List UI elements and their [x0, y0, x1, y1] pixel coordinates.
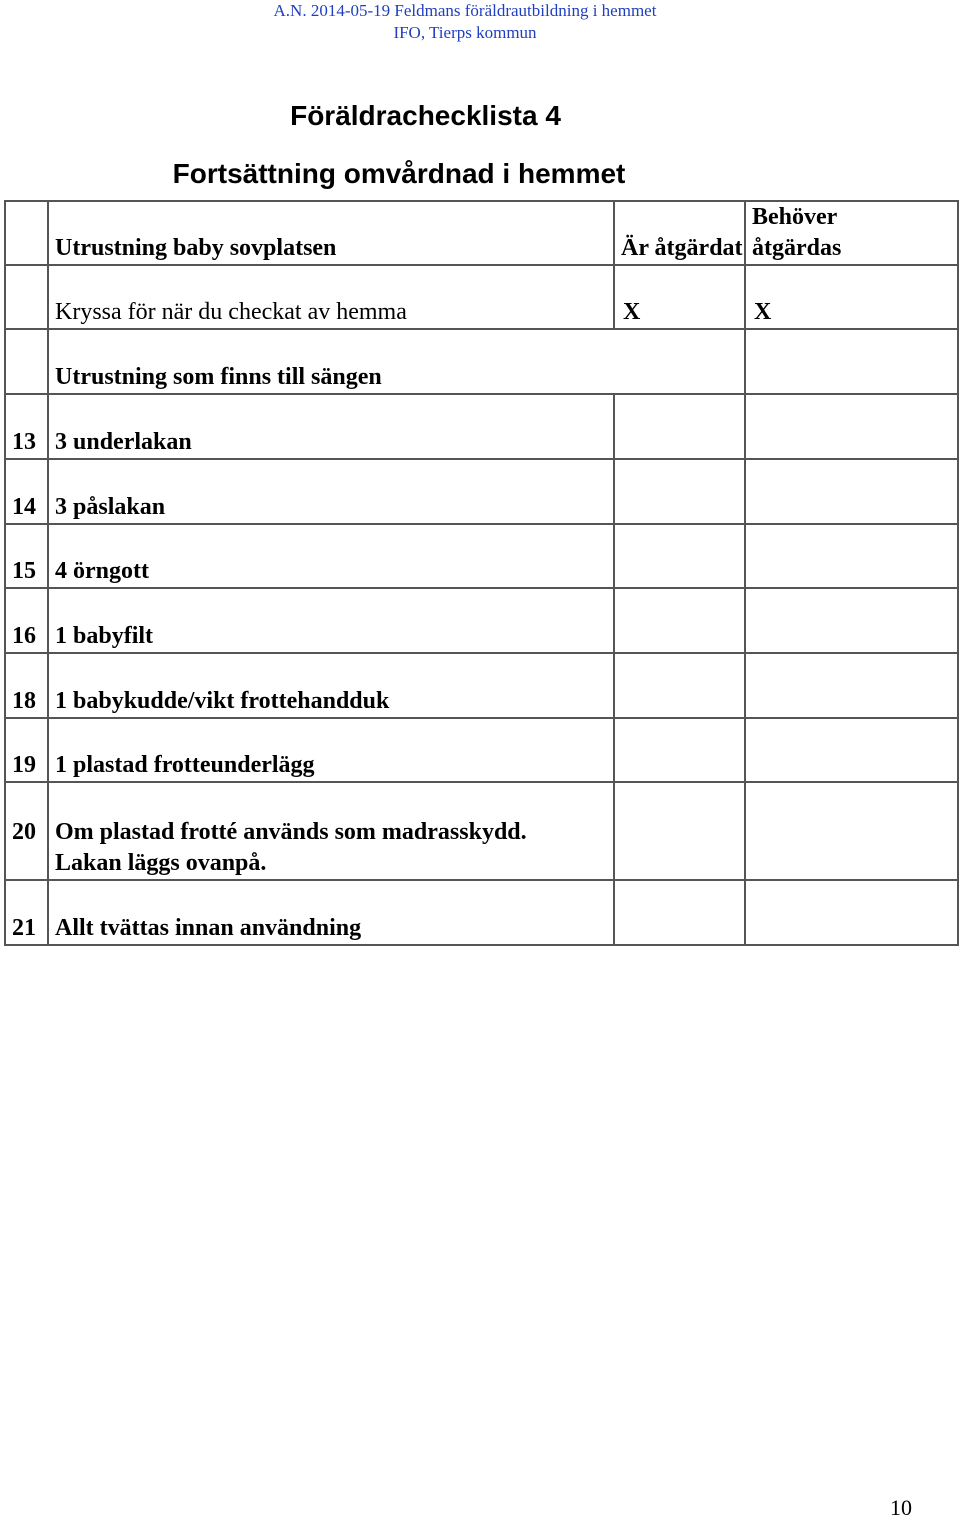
- section-label: Utrustning som finns till sängen: [48, 329, 745, 394]
- page-number: 10: [890, 1495, 912, 1520]
- page-header: [0, 0, 930, 44]
- table-row: [5, 718, 958, 782]
- needs-checkbox-cell[interactable]: [745, 588, 958, 653]
- header-line-2: IFO, Tierps kommun: [393, 23, 537, 42]
- done-checkbox-cell[interactable]: [614, 524, 745, 588]
- row-label: 1 babyfilt: [48, 588, 614, 653]
- needs-checkbox-cell[interactable]: [745, 394, 958, 459]
- row-label: 3 underlakan: [48, 394, 614, 459]
- row-label: 1 plastad frotteunderlägg: [48, 718, 614, 782]
- row-number: 14: [5, 459, 48, 524]
- instruction-row: [5, 265, 958, 329]
- row-label-line-1: Om plastad frotté används som madrasskydd.: [55, 819, 527, 845]
- needs-checkbox-cell[interactable]: [745, 718, 958, 782]
- column-header-done-text: Är åtgärdat: [621, 235, 743, 261]
- row-label-line-2: Lakan läggs ovanpå.: [55, 850, 267, 876]
- needs-checkbox-cell[interactable]: [745, 459, 958, 524]
- done-checkbox-cell[interactable]: [614, 588, 745, 653]
- needs-checkbox-cell[interactable]: [745, 524, 958, 588]
- row-label: 4 örngott: [48, 524, 614, 588]
- needs-checkbox-cell[interactable]: [745, 782, 958, 880]
- column-header-needs-text: Behöver åtgärdas: [752, 204, 842, 261]
- needs-checkbox-cell[interactable]: [745, 880, 958, 945]
- needs-checkbox-cell[interactable]: [745, 653, 958, 718]
- table-header-row: [5, 201, 958, 265]
- done-checkbox-cell[interactable]: [614, 394, 745, 459]
- column-header-equipment: Utrustning baby sovplatsen: [48, 201, 614, 265]
- row-number: 20: [5, 782, 48, 880]
- checklist-table: [4, 200, 959, 946]
- done-checkbox-cell[interactable]: [614, 880, 745, 945]
- done-checkbox-cell[interactable]: [614, 782, 745, 880]
- mark-done: X: [614, 265, 745, 329]
- row-number: 18: [5, 653, 48, 718]
- mark-needs: X: [745, 265, 958, 329]
- column-header-needs: [745, 201, 958, 265]
- row-number: 19: [5, 718, 48, 782]
- page-subtitle: Fortsättning omvårdnad i hemmet: [172, 158, 626, 189]
- section-row: [5, 329, 958, 394]
- table-row: [5, 588, 958, 653]
- row-label: 1 babykudde/vikt frottehandduk: [48, 653, 614, 718]
- done-checkbox-cell[interactable]: [614, 459, 745, 524]
- row-number: 21: [5, 880, 48, 945]
- row-label: Allt tvättas innan användning: [48, 880, 614, 945]
- column-header-done: [614, 201, 745, 265]
- table-row: [5, 880, 958, 945]
- num-cell: [5, 329, 48, 394]
- row-label: [48, 782, 614, 880]
- num-cell: [5, 265, 48, 329]
- row-number: 16: [5, 588, 48, 653]
- table-row: [5, 394, 958, 459]
- header-line-1: A.N. 2014-05-19 Feldmans föräldrautbildning i hemmet: [273, 1, 657, 20]
- row-number: 13: [5, 394, 48, 459]
- table-row: [5, 782, 958, 880]
- instruction-label: Kryssa för när du checkat av hemma: [48, 265, 614, 329]
- num-cell: [5, 201, 48, 265]
- done-checkbox-cell[interactable]: [614, 653, 745, 718]
- table-row: [5, 653, 958, 718]
- table-row: [5, 459, 958, 524]
- row-label: 3 påslakan: [48, 459, 614, 524]
- row-number: 15: [5, 524, 48, 588]
- needs-checkbox-cell[interactable]: [745, 329, 958, 394]
- page-title: Föräldrachecklista 4: [290, 100, 561, 131]
- done-checkbox-cell[interactable]: [614, 718, 745, 782]
- table-row: [5, 524, 958, 588]
